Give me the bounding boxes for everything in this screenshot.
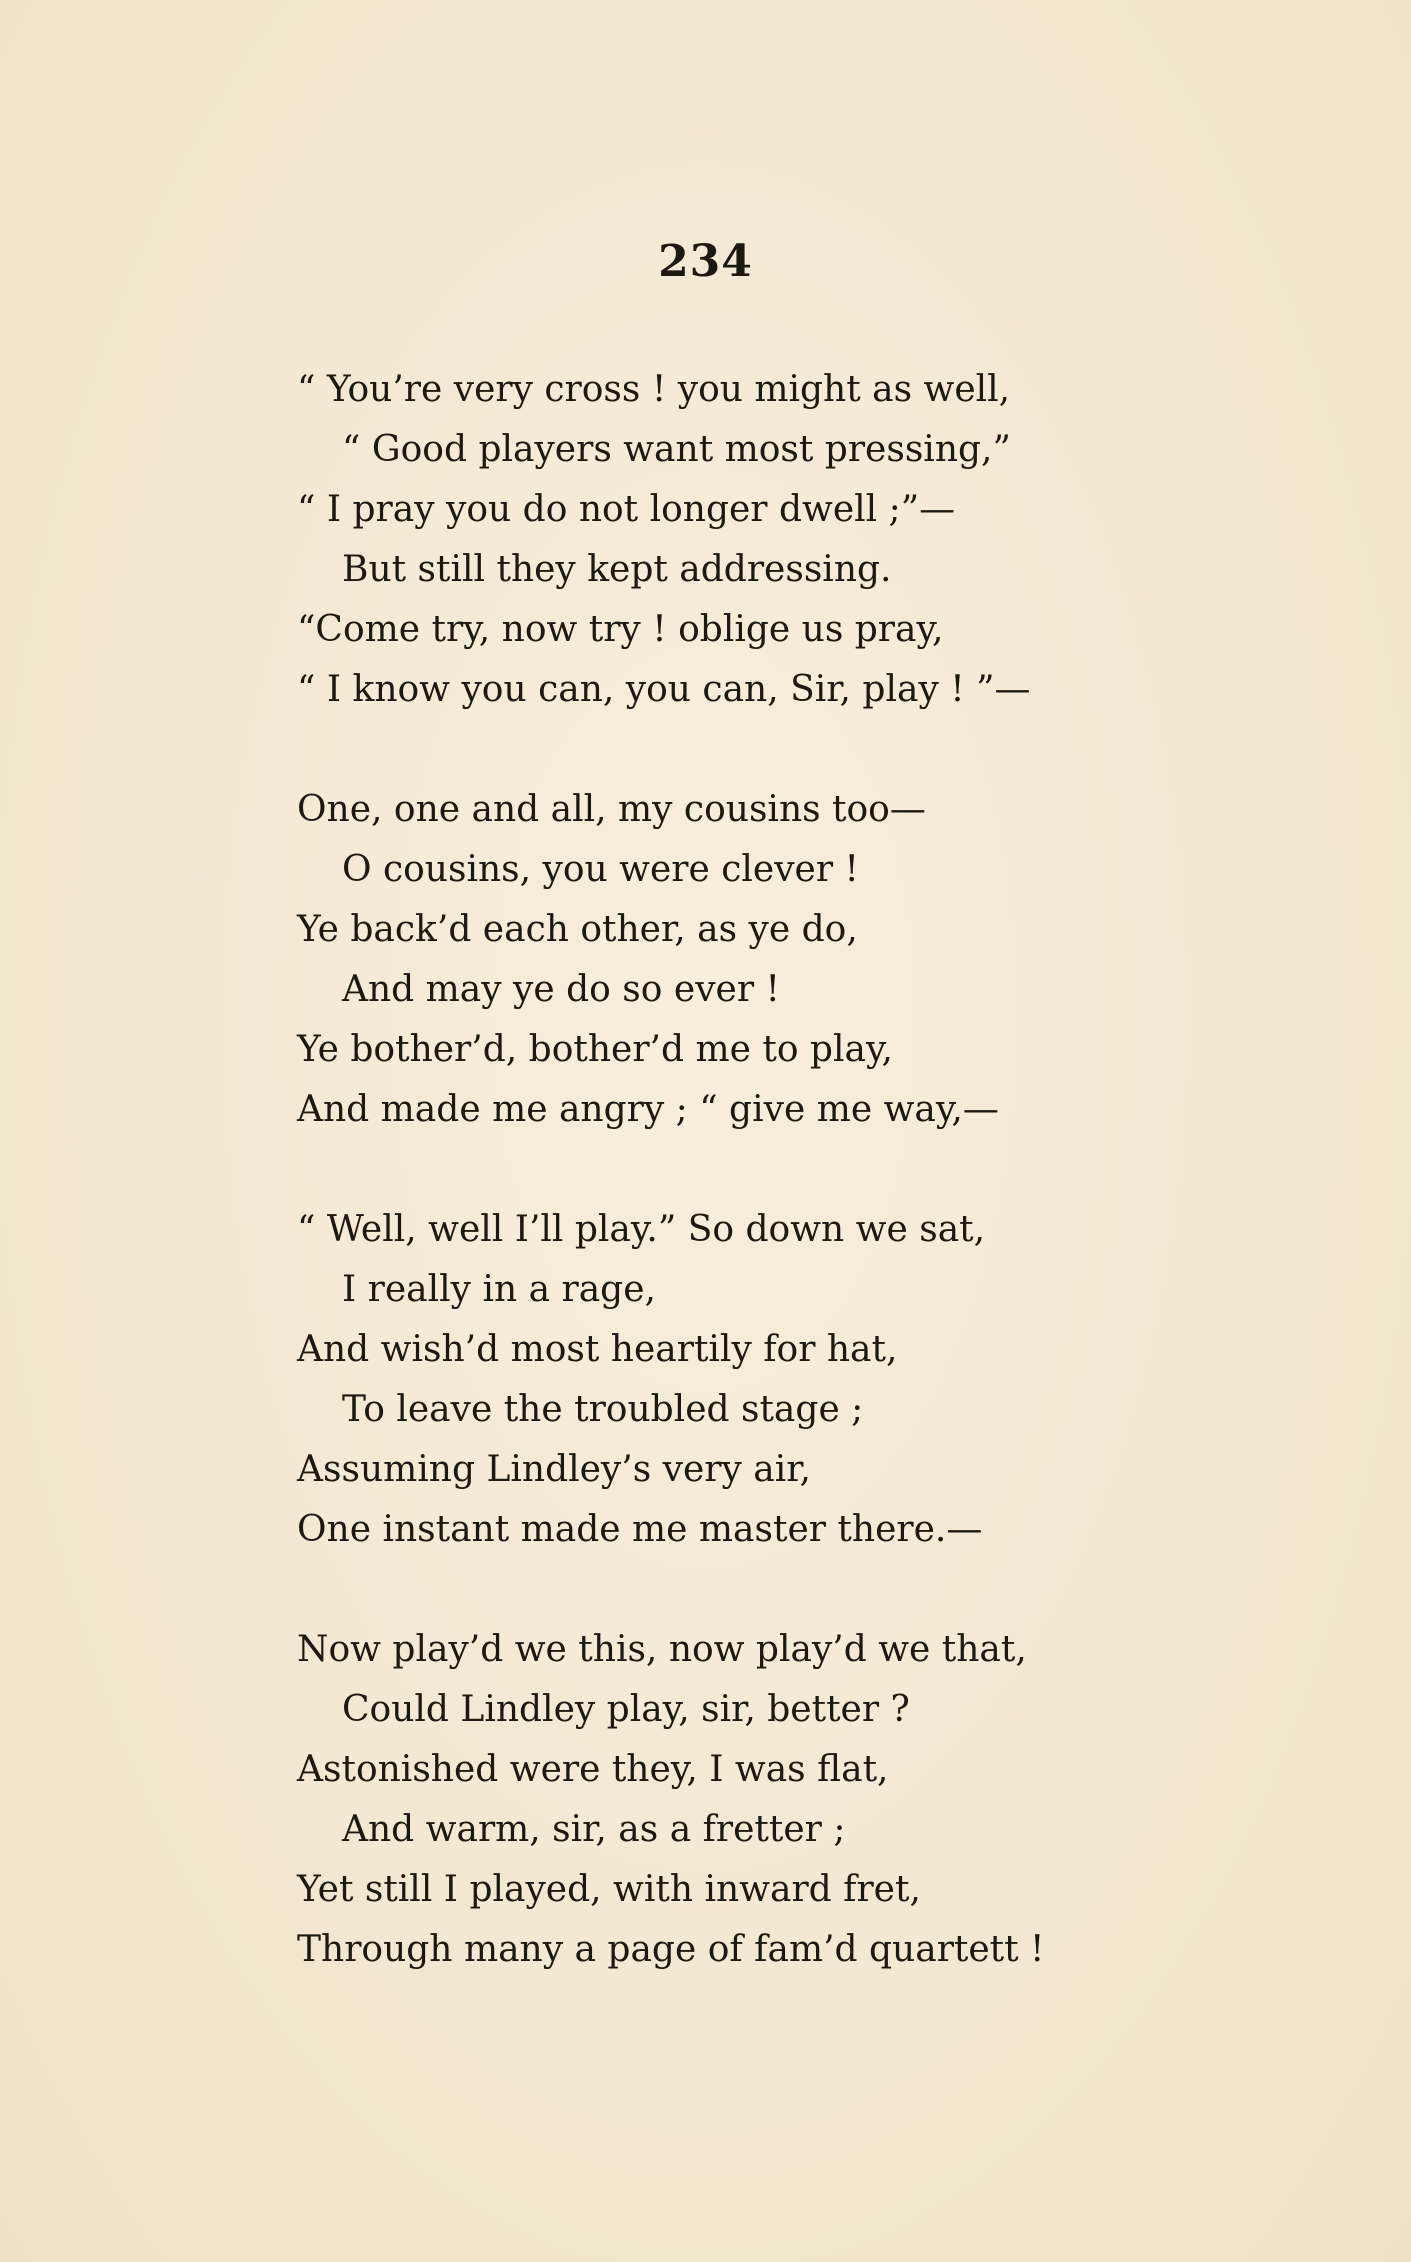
verse-line: And warm, sir, as a fretter ; [342,1809,846,1850]
verse-line: And may ye do so ever ! [342,969,780,1010]
verse-line: And made me angry ; “ give me way,— [297,1089,999,1130]
verse-line: To leave the troubled stage ; [342,1389,864,1430]
verse-line: O cousins, you were clever ! [342,849,859,890]
verse-line: Assuming Lindley’s very air, [297,1449,811,1490]
page-number: 234 [658,236,753,287]
verse-line: Ye back’d each other, as ye do, [297,909,858,950]
verse-line: Through many a page of fam’d quartett ! [297,1929,1045,1970]
verse-line: One, one and all, my cousins too— [297,789,926,830]
stanza [297,780,1197,1140]
verse-line: And wish’d most heartily for hat, [297,1329,898,1370]
verse-line: I really in a rage, [342,1269,656,1310]
verse-line: Ye bother’d, bother’d me to play, [297,1029,893,1070]
verse-line: “ I pray you do not longer dwell ;”— [297,489,956,530]
verse-line: Yet still I played, with inward fret, [297,1869,921,1910]
verse-line: But still they kept addressing. [342,549,892,590]
verse-line: Astonished were they, I was flat, [297,1749,889,1790]
verse-line: “ Good players want most pressing,” [342,429,1011,470]
stanza [297,360,1197,720]
verse-line: “Come try, now try ! oblige us pray, [297,609,944,650]
stanza [297,1200,1197,1560]
verse-line: “ Well, well I’ll play.” So down we sat, [297,1209,986,1250]
verse-line: Could Lindley play, sir, better ? [342,1689,910,1730]
poem [297,360,1197,2040]
verse-line: “ You’re very cross ! you might as well, [297,369,1011,410]
verse-line: One instant made me master there.— [297,1509,983,1550]
verse-line: “ I know you can, you can, Sir, play ! ”— [297,669,1031,710]
stanza [297,1620,1197,1980]
verse-line: Now play’d we this, now play’d we that, [297,1629,1027,1670]
